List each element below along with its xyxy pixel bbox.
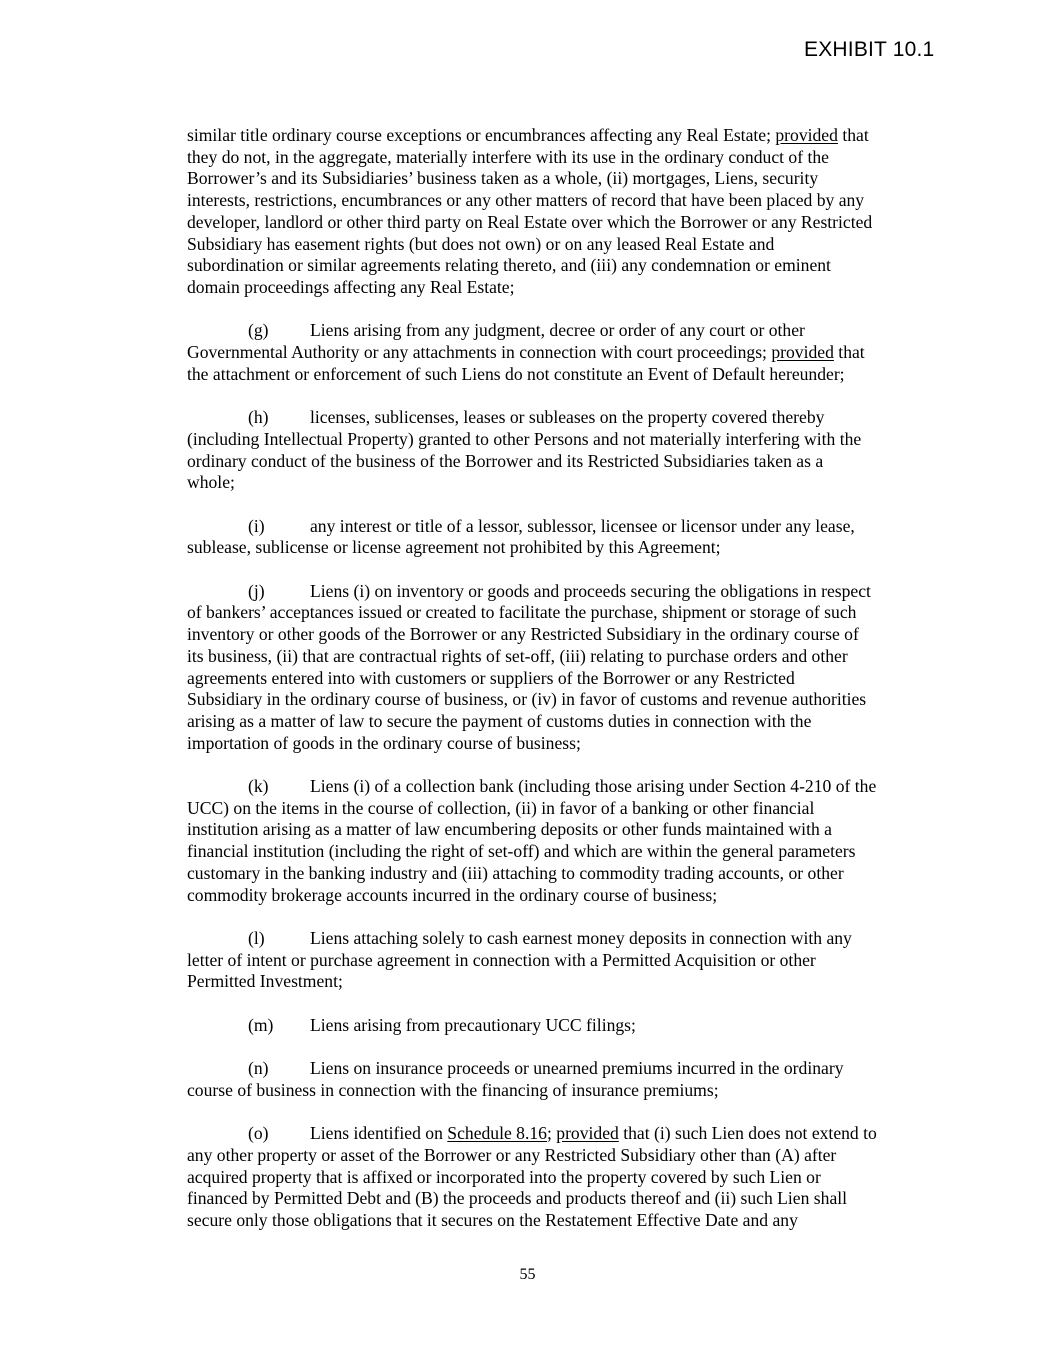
text-line: interests, restrictions, encumbrances or any other matters of record that have been placed by any xyxy=(187,190,865,211)
clause-o xyxy=(187,1123,935,1232)
text-line: Subsidiary in the ordinary course of business, or (iv) in favor of customs and revenue authorities xyxy=(187,689,867,710)
text-line: customary in the banking industry and (iii) attaching to commodity trading accounts, or other xyxy=(187,862,844,883)
text-line: secure only those obligations that it secures on the Restatement Effective Date and any xyxy=(187,1210,798,1231)
clause-marker: (l) xyxy=(248,927,265,948)
text-line: its business, (ii) that are contractual rights of set-off, (iii) relating to purchase orders and other xyxy=(187,645,848,666)
text-line: ordinary conduct of the business of the Borrower and its Restricted Subsidiaries taken as a xyxy=(187,450,824,471)
text-line: importation of goods in the ordinary course of business; xyxy=(187,732,581,753)
text-line: agreements entered into with customers or suppliers of the Borrower or any Restricted xyxy=(187,667,795,688)
text-line: UCC) on the items in the course of collection, (ii) in favor of a banking or other financial xyxy=(187,797,815,818)
text-line: Borrower’s and its Subsidiaries’ business taken as a whole, (ii) mortgages, Liens, security xyxy=(187,168,819,189)
clause-marker: (k) xyxy=(248,776,269,797)
exhibit-label: EXHIBIT 10.1 xyxy=(804,38,935,61)
document-body xyxy=(187,125,935,1253)
text-line: domain proceedings affecting any Real Estate; xyxy=(187,276,515,297)
text-line: they do not, in the aggregate, materially interfere with its use in the ordinary conduct of the xyxy=(187,146,829,167)
clause-marker: (n) xyxy=(248,1058,269,1079)
text-line: (l) Liens attaching solely to cash earnest money deposits in connection with any xyxy=(248,927,852,948)
clause-marker: (i) xyxy=(248,515,265,536)
clause-marker: (m) xyxy=(248,1014,274,1035)
text-line: developer, landlord or other third party on Real Estate over which the Borrower or any Restricted xyxy=(187,211,873,232)
clause-j xyxy=(187,581,935,755)
text-line: Governmental Authority or any attachments in connection with court proceedings; provided that xyxy=(187,342,865,363)
text-line: acquired property that is affixed or incorporated into the property covered by such Lien or xyxy=(187,1166,821,1187)
clause-marker: (j) xyxy=(248,580,265,601)
text-line: inventory or other goods of the Borrower or any Restricted Subsidiary in the ordinary course of xyxy=(187,624,859,645)
provided-term: provided xyxy=(771,342,834,363)
text-line: (g) Liens arising from any judgment, decree or order of any court or other xyxy=(248,320,805,341)
text-line: any other property or asset of the Borrower or any Restricted Subsidiary other than (A) after xyxy=(187,1144,837,1165)
schedule-reference: Schedule 8.16 xyxy=(447,1123,547,1144)
text-line: institution arising as a matter of law encumbering deposits or other funds maintained with a xyxy=(187,819,832,840)
text-line: letter of intent or purchase agreement in connection with a Permitted Acquisition or other xyxy=(187,949,816,970)
clause-m xyxy=(187,1015,935,1037)
page-number: 55 xyxy=(519,1266,536,1283)
clause-l xyxy=(187,928,935,993)
clause-marker: (g) xyxy=(248,320,269,341)
text-line: Subsidiary has easement rights (but does not own) or on any leased Real Estate and xyxy=(187,233,775,254)
text-line: (j) Liens (i) on inventory or goods and proceeds securing the obligations in respect xyxy=(248,580,871,601)
text-line: (m) Liens arising from precautionary UCC filings; xyxy=(248,1014,636,1035)
text-line: arising as a matter of law to secure the payment of customs duties in connection with the xyxy=(187,710,812,731)
text-line: commodity brokerage accounts incurred in the ordinary course of business; xyxy=(187,884,718,905)
text-line: the attachment or enforcement of such Liens do not constitute an Event of Default hereunder; xyxy=(187,363,845,384)
text-line: (n) Liens on insurance proceeds or unearned premiums incurred in the ordinary xyxy=(248,1058,844,1079)
text-line: (k) Liens (i) of a collection bank (including those arising under Section 4-210 of the xyxy=(248,776,877,797)
clause-i xyxy=(187,516,935,559)
text-line: (h) licenses, sublicenses, leases or subleases on the property covered thereby xyxy=(248,407,825,428)
clause-k xyxy=(187,776,935,906)
text-line: course of business in connection with the financing of insurance premiums; xyxy=(187,1079,719,1100)
text-line: subordination or similar agreements relating thereto, and (iii) any condemnation or eminent xyxy=(187,255,831,276)
clause-h xyxy=(187,407,935,494)
text-line: (including Intellectual Property) granted to other Persons and not materially interfering with the xyxy=(187,428,862,449)
clause-marker: (o) xyxy=(248,1123,269,1144)
text-line: similar title ordinary course exceptions or encumbrances affecting any Real Estate; provided that xyxy=(187,125,869,145)
text-line: whole; xyxy=(187,472,235,493)
clause-marker: (h) xyxy=(248,407,269,428)
clause-g xyxy=(187,320,935,385)
text-line: financial institution (including the right of set-off) and which are within the general parameters xyxy=(187,841,856,862)
continuation-paragraph xyxy=(187,125,935,299)
text-line: Permitted Investment; xyxy=(187,971,343,992)
text-line: (o) Liens identified on Schedule 8.16; provided that (i) such Lien does not extend to xyxy=(248,1123,877,1144)
text-line: financed by Permitted Debt and (B) the proceeds and products thereof and (ii) such Lien shall xyxy=(187,1188,848,1209)
text-line: sublease, sublicense or license agreement not prohibited by this Agreement; xyxy=(187,537,721,558)
provided-term: provided xyxy=(775,125,838,145)
provided-term: provided xyxy=(556,1123,619,1144)
text-line: (i) any interest or title of a lessor, sublessor, licensee or licensor under any lease, xyxy=(248,515,855,536)
text-line: of bankers’ acceptances issued or created to facilitate the purchase, shipment or storage of such xyxy=(187,602,857,623)
clause-n xyxy=(187,1058,935,1101)
